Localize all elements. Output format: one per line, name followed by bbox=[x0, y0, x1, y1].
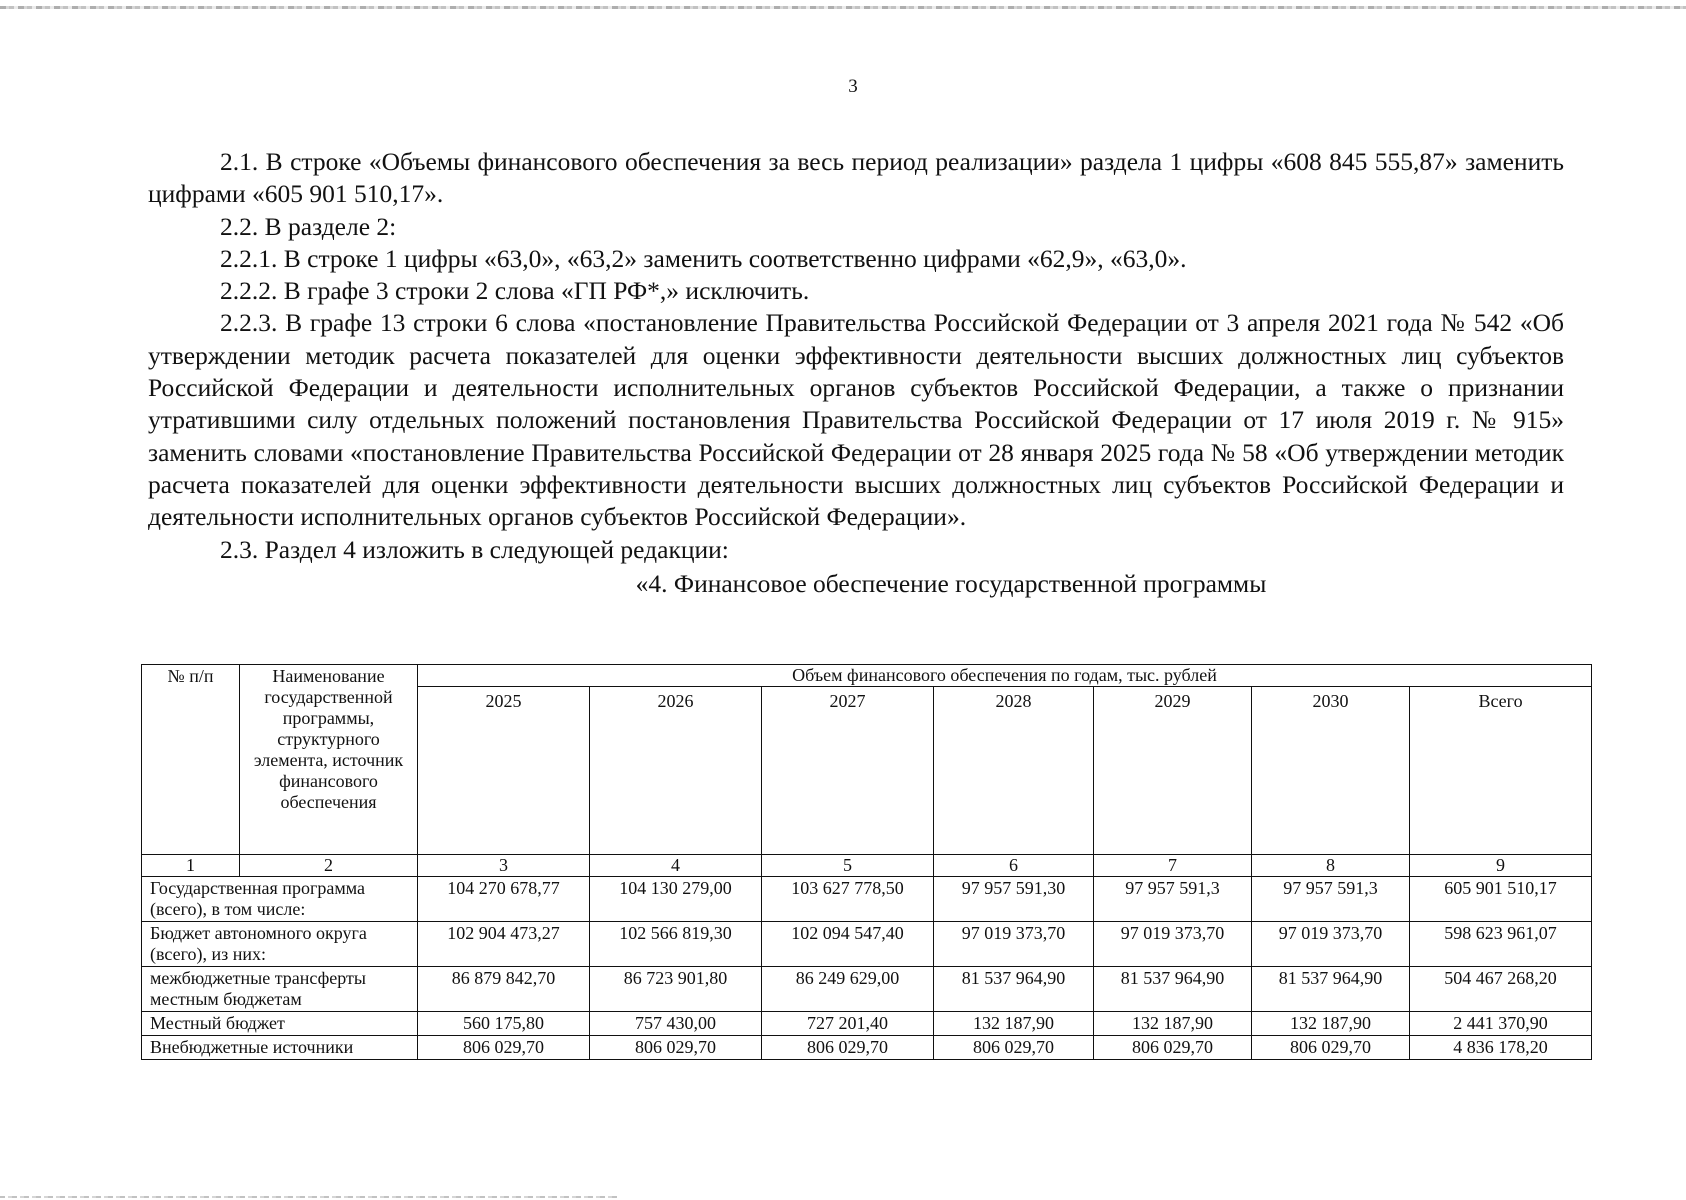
value-cell: 132 187,90 bbox=[1252, 1012, 1410, 1036]
year-header: 2025 bbox=[418, 687, 590, 855]
value-cell: 81 537 964,90 bbox=[934, 967, 1094, 1012]
value-cell: 806 029,70 bbox=[418, 1036, 590, 1060]
page-number: 3 bbox=[848, 76, 858, 97]
value-cell: 104 130 279,00 bbox=[590, 877, 762, 922]
col-number-header: № п/п bbox=[142, 665, 240, 855]
value-cell: 757 430,00 bbox=[590, 1012, 762, 1036]
paragraph-2-2-3: 2.2.3. В графе 13 строки 6 слова «постановление Правительства Российской Федерации от 3 апреля 2021 года № 542 «Об утверждении методик расчета показателей для оценки эффективности деятельности высших должностных лиц субъектов Российской Федерации и деятельности исполнительных органов субъектов Российской Федерации, а также о признании утратившими силу отдельных положений постановления Правительства Российской Федерации от 17 июля 2019 г. № 915» заменить словами «постановление Правительства Российской Федерации от 28 января 2025 года № 58 «Об утверждении методик расчета показателей для оценки эффективности деятельности высших должностных лиц субъектов Российской Федерации и деятельности исполнительных органов субъектов Российской Федерации». bbox=[148, 308, 1564, 532]
table-row bbox=[142, 1012, 1592, 1036]
column-number: 7 bbox=[1094, 855, 1252, 877]
value-cell: 806 029,70 bbox=[934, 1036, 1094, 1060]
value-cell: 806 029,70 bbox=[1094, 1036, 1252, 1060]
table-header-row bbox=[142, 665, 1592, 687]
column-number: 3 bbox=[418, 855, 590, 877]
value-cell: 86 249 629,00 bbox=[762, 967, 934, 1012]
value-cell: 727 201,40 bbox=[762, 1012, 934, 1036]
col-name-header: Наименование государственной программы, структурного элемента, источник финансового обеспечения bbox=[240, 665, 418, 855]
row-name: Государственная программа (всего), в том числе: bbox=[142, 877, 418, 922]
year-header: 2027 bbox=[762, 687, 934, 855]
year-header: 2026 bbox=[590, 687, 762, 855]
scan-edge-bottom bbox=[0, 1196, 620, 1198]
paragraph-2-1: 2.1. В строке «Объемы финансового обеспечения за весь период реализации» раздела 1 цифры «608 845 555,87» заменить цифрами «605 901 510,17». bbox=[148, 147, 1564, 209]
value-cell: 806 029,70 bbox=[590, 1036, 762, 1060]
value-cell: 102 094 547,40 bbox=[762, 922, 934, 967]
value-cell: 102 566 819,30 bbox=[590, 922, 762, 967]
value-cell: 97 019 373,70 bbox=[934, 922, 1094, 967]
value-cell: 102 904 473,27 bbox=[418, 922, 590, 967]
value-cell: 806 029,70 bbox=[1252, 1036, 1410, 1060]
column-number: 4 bbox=[590, 855, 762, 877]
row-name: Бюджет автономного округа (всего), из них: bbox=[142, 922, 418, 967]
table-row bbox=[142, 877, 1592, 922]
paragraph-2-3: 2.3. Раздел 4 изложить в следующей редакции: bbox=[220, 534, 729, 564]
row-name: межбюджетные трансферты местным бюджетам bbox=[142, 967, 418, 1012]
group-header: Объем финансового обеспечения по годам, тыс. рублей bbox=[418, 665, 1592, 687]
value-cell: 97 019 373,70 bbox=[1252, 922, 1410, 967]
table-row bbox=[142, 1036, 1592, 1060]
year-header: 2029 bbox=[1094, 687, 1252, 855]
value-cell: 560 175,80 bbox=[418, 1012, 590, 1036]
year-header: 2028 bbox=[934, 687, 1094, 855]
paragraph-2-2-1: 2.2.1. В строке 1 цифры «63,0», «63,2» заменить соответственно цифрами «62,9», «63,0». bbox=[220, 243, 1187, 273]
value-cell: 132 187,90 bbox=[1094, 1012, 1252, 1036]
value-cell: 806 029,70 bbox=[762, 1036, 934, 1060]
column-number: 5 bbox=[762, 855, 934, 877]
column-numbers-row bbox=[142, 855, 1592, 877]
table-row bbox=[142, 922, 1592, 967]
scan-edge-top bbox=[0, 6, 1686, 9]
value-cell: 81 537 964,90 bbox=[1252, 967, 1410, 1012]
year-header: 2030 bbox=[1252, 687, 1410, 855]
column-number: 2 bbox=[240, 855, 418, 877]
column-number: 6 bbox=[934, 855, 1094, 877]
value-cell: 103 627 778,50 bbox=[762, 877, 934, 922]
paragraph-2-2: 2.2. В разделе 2: bbox=[220, 211, 397, 241]
section-heading: «4. Финансовое обеспечение государственной программы bbox=[635, 568, 1267, 598]
value-cell: 132 187,90 bbox=[934, 1012, 1094, 1036]
value-cell: 81 537 964,90 bbox=[1094, 967, 1252, 1012]
total-cell: 2 441 370,90 bbox=[1410, 1012, 1592, 1036]
total-cell: 605 901 510,17 bbox=[1410, 877, 1592, 922]
total-cell: 598 623 961,07 bbox=[1410, 922, 1592, 967]
column-number: 9 bbox=[1410, 855, 1592, 877]
row-name: Местный бюджет bbox=[142, 1012, 418, 1036]
document-body bbox=[148, 146, 1564, 600]
value-cell: 97 957 591,30 bbox=[934, 877, 1094, 922]
value-cell: 97 957 591,3 bbox=[1252, 877, 1410, 922]
value-cell: 86 723 901,80 bbox=[590, 967, 762, 1012]
total-header: Всего bbox=[1410, 687, 1592, 855]
value-cell: 97 957 591,3 bbox=[1094, 877, 1252, 922]
value-cell: 97 019 373,70 bbox=[1094, 922, 1252, 967]
financing-table bbox=[141, 664, 1592, 1060]
paragraph-2-2-2: 2.2.2. В графе 3 строки 2 слова «ГП РФ*,» исключить. bbox=[220, 276, 810, 306]
total-cell: 504 467 268,20 bbox=[1410, 967, 1592, 1012]
value-cell: 86 879 842,70 bbox=[418, 967, 590, 1012]
column-number: 8 bbox=[1252, 855, 1410, 877]
column-number: 1 bbox=[142, 855, 240, 877]
total-cell: 4 836 178,20 bbox=[1410, 1036, 1592, 1060]
table-row bbox=[142, 967, 1592, 1012]
row-name: Внебюджетные источники bbox=[142, 1036, 418, 1060]
value-cell: 104 270 678,77 bbox=[418, 877, 590, 922]
